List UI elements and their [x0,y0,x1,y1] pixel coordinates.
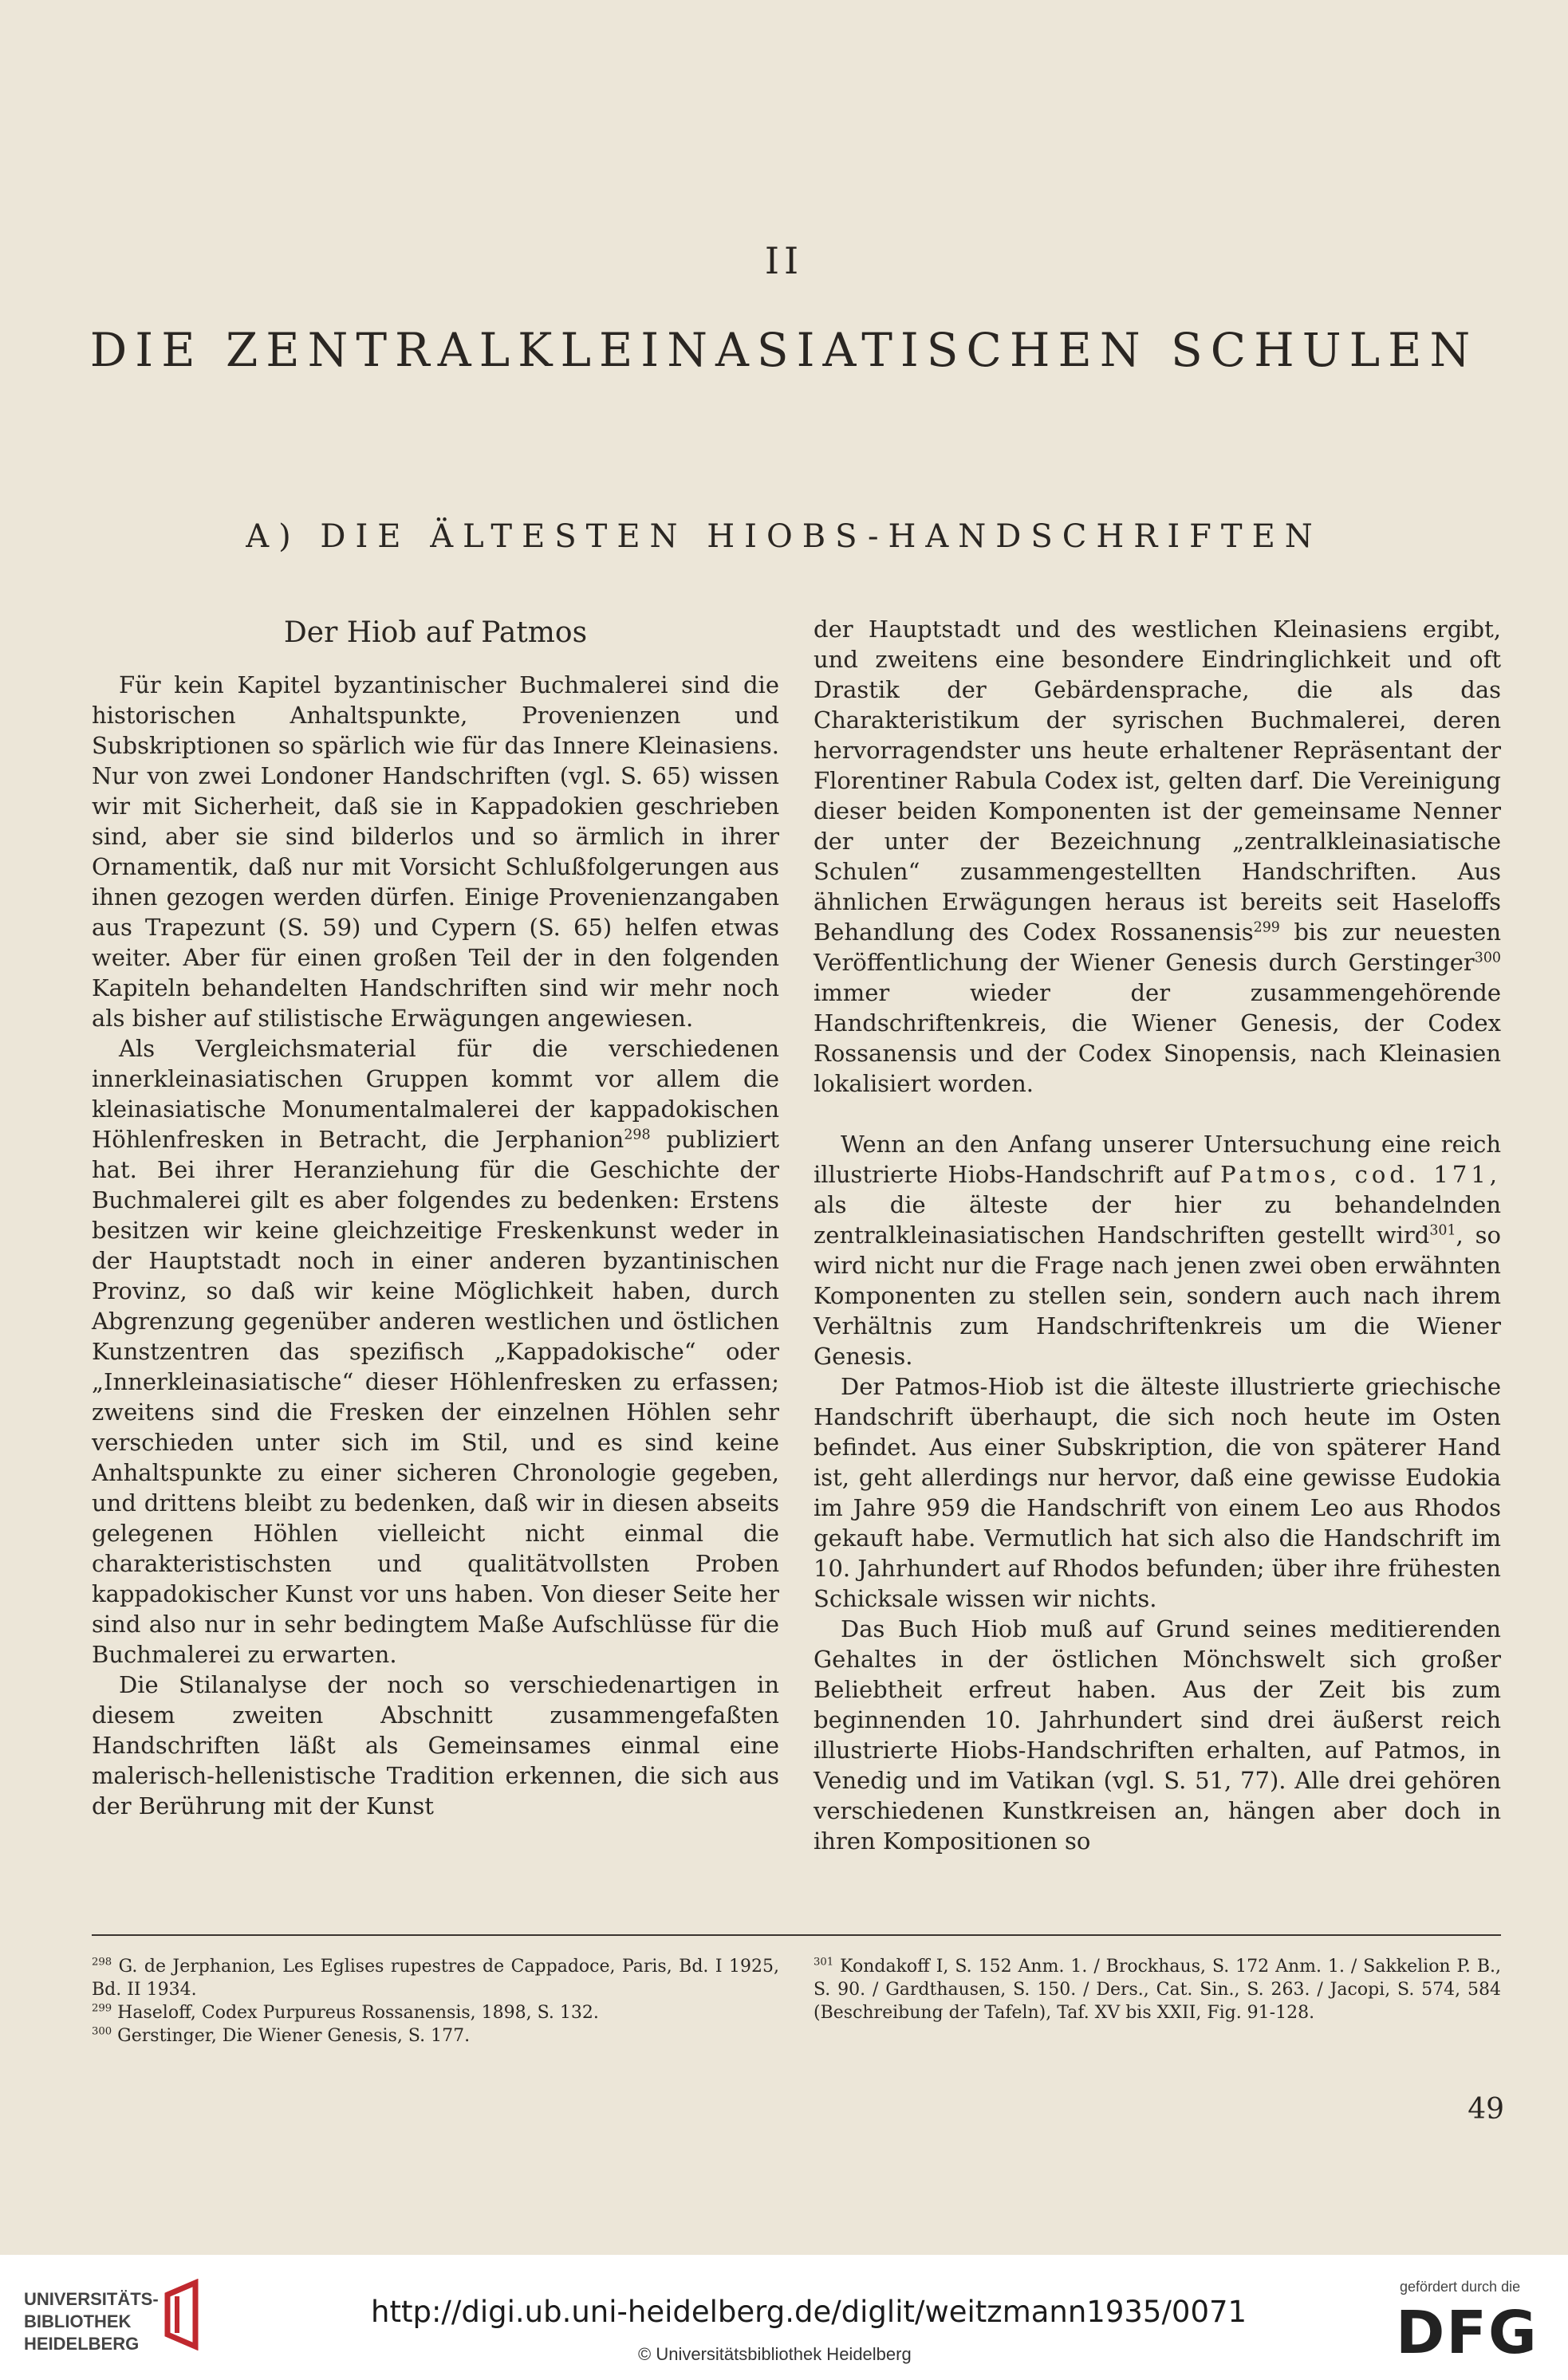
footnote: $^{299}$ Haseloff, Codex Purpureus Rossanensis, 1898, S. 132. [92,2002,599,2023]
subheading: Der Hiob auf Patmos [283,616,588,649]
copyright-notice: © Universitätsbibliothek Heidelberg [638,2344,912,2364]
footnote-divider [92,1934,1501,1936]
library-name: UNIVERSITÄTS- BIBLIOTHEK HEIDELBERG [24,2289,159,2354]
footnote: $^{298}$ G. de Jerphanion, Les Eglises rupestres de Cappadoce, Paris, Bd. I 1925, Bd. II 1934. [92,1956,779,2000]
footnote-ref: 300 [1474,950,1501,966]
spaced-text: Patmos, cod. 171, [1220,1161,1501,1188]
paragraph: Das Buch Hiob muß auf Grund seines meditierenden Gehaltes in der östlichen Mönchswelt sich großer Beliebtheit erfreut haben. Aus der Zeit bis zum beginnenden 10. Jahrhundert sind drei äußerst reich illustrierte Hiobs-Handschriften erhalten, auf Patmos, in Venedig und im Vatikan (vgl. S. 51, 77). Alle drei gehören verschiedenen Kunstkreisen an, hängen aber doch in ihren Kompositionen so [814,1615,1501,1855]
footnote-ref: 299 [1253,919,1280,936]
footnote-ref: 298 [624,1127,651,1143]
right-column [814,614,1501,1856]
left-column [92,614,779,1821]
permalink-url[interactable]: http://digi.ub.uni-heidelberg.de/diglit/weitzmann1935/0071 [371,2295,1247,2329]
dfg-logo: DFG [1396,2299,1538,2367]
chapter-number: II [764,239,804,282]
funding-label: gefördert durch die [1400,2279,1521,2295]
footnotes-right [814,1955,1501,2024]
footer-bar [0,2255,1568,2380]
paragraph: Der Patmos-Hiob ist die älteste illustrierte griechische Handschrift überhaupt, die sich noch heute im Osten befindet. Aus einer Subskription, die von späterer Hand ist, geht allerdings nur hervor, daß eine gewisse Eudokia im Jahre 959 die Handschrift von einem Leo aus Rhodos gekauft habe. Vermutlich hat sich also die Handschrift im 10. Jahrhundert auf Rhodos befunden; über ihre frühesten Schicksale wissen wir nichts. [814,1373,1501,1612]
library-logo-icon [160,2279,207,2350]
paragraph: Für kein Kapitel byzantinischer Buchmalerei sind die historischen Anhaltspunkte, Provenienzen und Subskriptionen so spärlich wie für das Innere Kleinasiens. Nur von zwei Londoner Handschriften (vgl. S. 65) wissen wir mit Sicherheit, daß sie in Kappadokien geschrieben sind, aber sie sind bilderlos und so ärmlich in ihrer Ornamentik, daß nur mit Vorsicht Schlußfolgerungen aus ihnen gezogen werden dürfen. Einige Provenienzangaben aus Trapezunt (S. 59) und Cypern (S. 65) helfen etwas weiter. Aber für einen großen Teil der in den folgenden Kapiteln behandelten Handschriften sind wir mehr noch als bisher auf stilistische Erwägungen angewiesen. [92,671,779,1032]
chapter-title: DIE ZENTRALKLEINASIATISCHEN SCHULEN [89,323,1479,377]
paragraph: Wenn an den Anfang unserer Untersuchung eine reich illustrierte Hiobs-Handschrift auf Patmos, cod. 171, als die älteste der hier zu behandelnden zentralkleinasiatischen Handschriften gestellt wird$^{301}$, so wird nicht nur die Frage nach jenen zwei oben erwähnten Komponenten zu stellen sein, sondern auch nach ihrem Verhältnis zum Handschriftenkreis um die Wiener Genesis. [814,1131,1501,1370]
footnote: $^{301}$ Kondakoff I, S. 152 Anm. 1. / Brockhaus, S. 172 Anm. 1. / Sakkelion P. B., S. 90. / Gardthausen, S. 150. / Ders., Cat. Sin., S. 263. / Jacopi, S. 574, 584 (Beschreibung der Tafeln), Taf. XV bis XXII, Fig. 91-128. [814,1956,1501,2023]
section-title: A) DIE ÄLTESTEN HIOBS-HANDSCHRIFTEN [246,518,1322,555]
paragraph: Die Stilanalyse der noch so verschiedenartigen in diesem zweiten Abschnitt zusammengefaßten Handschriften läßt als Gemeinsames einmal eine malerisch-hellenistische Tradition erkennen, die sich aus der Berührung mit der Kunst [92,1671,779,1819]
footnotes-left [92,1955,779,2048]
footnote-ref: 301 [1429,1222,1456,1239]
footnote: $^{300}$ Gerstinger, Die Wiener Genesis, S. 177. [92,2025,471,2046]
paragraph: Als Vergleichsmaterial für die verschiedenen innerkleinasiatischen Gruppen kommt vor allem die kleinasiatische Monumentalmalerei der kappadokischen Höhlenfresken in Betracht, die Jerphanion$^{298}$ publiziert hat. Bei ihrer Heranziehung für die Geschichte der Buchmalerei gilt es aber folgendes zu bedenken: Erstens besitzen wir keine gleichzeitige Freskenkunst weder in der Hauptstadt noch in einer anderen byzantinischen Provinz, so daß wir keine Möglichkeit haben, durch Abgrenzung gegenüber anderen westlichen und östlichen Kunstzentren das spezifisch „Kappadokische“ oder „Innerkleinasiatische“ dieser Höhlenfresken zu erfassen; zweitens sind die Fresken der einzelnen Höhlen sehr verschieden unter sich im Stil, und es sind keine Anhaltspunkte zu einer sicheren Chronologie gegeben, und drittens bleibt zu bedenken, daß wir in diesen abseits gelegenen Höhlen vielleicht nicht einmal die charakteristischsten und qualitätvollsten Proben kappadokischer Kunst vor uns haben. Von dieser Seite her sind also nur in sehr bedingtem Maße Aufschlüsse für die Buchmalerei zu erwarten. [92,1035,779,1668]
paragraph: der Hauptstadt und des westlichen Kleinasiens ergibt, und zweitens eine besondere Eindringlichkeit und oft Drastik der Gebärdensprache, die als das Charakteristikum der syrischen Buchmalerei, deren hervorragendster uns heute erhaltener Repräsentant der Florentiner Rabula Codex ist, gelten darf. Die Vereinigung dieser beiden Komponenten ist der gemeinsame Nenner der unter der Bezeichnung „zentralkleinasiatische Schulen“ zusammengestellten Handschriften. Aus ähnlichen Erwägungen heraus ist bereits seit Haseloffs Behandlung des Codex Rossanensis$^{299}$ bis zur neuesten Veröffentlichung der Wiener Genesis durch Gerstinger$^{300}$ immer wieder der zusammengehörende Handschriftenkreis, die Wiener Genesis, der Codex Rossanensis und der Codex Sinopensis, nach Kleinasien lokalisiert worden. [814,616,1501,1097]
page-number: 49 [1468,2093,1504,2126]
